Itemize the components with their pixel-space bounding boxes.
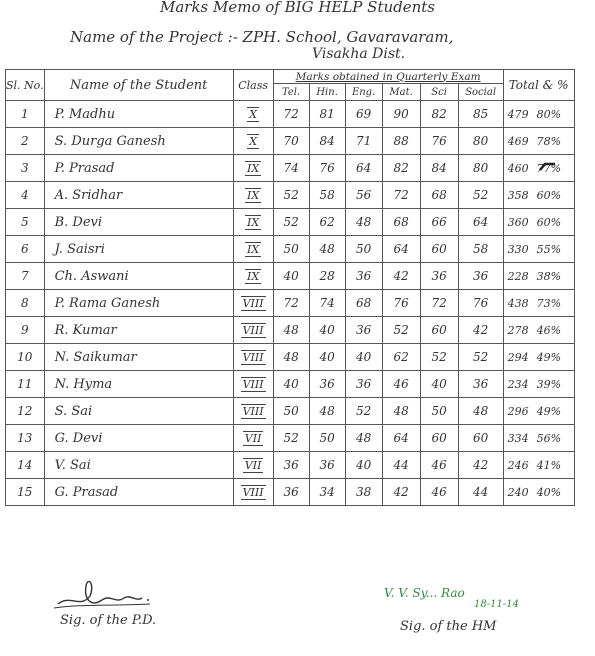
sl-no-cell: 14 bbox=[6, 452, 45, 479]
percentage-value: 77% bbox=[536, 161, 562, 175]
student-name-cell: B. Devi bbox=[44, 209, 233, 236]
mark-cell: 42 bbox=[458, 452, 503, 479]
mark-cell: 82 bbox=[420, 101, 458, 128]
mark-cell: 28 bbox=[309, 263, 345, 290]
mark-cell: 40 bbox=[273, 371, 309, 398]
student-name-cell: P. Prasad bbox=[44, 155, 233, 182]
class-value: IX bbox=[247, 269, 260, 283]
percentage-value: 40% bbox=[536, 485, 562, 499]
mark-cell: 64 bbox=[458, 209, 503, 236]
student-name-cell: J. Saisri bbox=[44, 236, 233, 263]
total-value: 469 bbox=[507, 134, 529, 148]
mark-cell: 84 bbox=[420, 155, 458, 182]
table-row bbox=[6, 317, 575, 344]
total-value: 278 bbox=[507, 323, 529, 337]
percentage-value: 39% bbox=[536, 377, 562, 391]
sl-no-cell: 4 bbox=[6, 182, 45, 209]
percentage-value: 56% bbox=[536, 431, 562, 445]
col-header-sl-no: Sl. No. bbox=[6, 70, 45, 101]
class-cell bbox=[233, 344, 273, 371]
mark-cell: 84 bbox=[309, 128, 345, 155]
mark-cell: 76 bbox=[458, 290, 503, 317]
mark-cell: 68 bbox=[382, 209, 420, 236]
mark-cell: 48 bbox=[273, 344, 309, 371]
mark-cell: 48 bbox=[309, 236, 345, 263]
mark-cell: 76 bbox=[382, 290, 420, 317]
mark-cell: 42 bbox=[382, 479, 420, 506]
mark-cell: 80 bbox=[458, 128, 503, 155]
class-value: IX bbox=[247, 188, 260, 202]
percentage-value: 46% bbox=[536, 323, 562, 337]
student-name-cell: R. Kumar bbox=[44, 317, 233, 344]
table-row bbox=[6, 209, 575, 236]
percentage-value: 80% bbox=[536, 107, 562, 121]
student-name-cell: S. Sai bbox=[44, 398, 233, 425]
student-name-cell: S. Durga Ganesh bbox=[44, 128, 233, 155]
table-row bbox=[6, 236, 575, 263]
mark-cell: 46 bbox=[382, 371, 420, 398]
total-cell bbox=[503, 317, 574, 344]
total-value: 228 bbox=[507, 269, 529, 283]
class-value: VII bbox=[244, 458, 262, 472]
total-value: 360 bbox=[507, 215, 529, 229]
memo-title: Marks Memo of BIG HELP Students bbox=[159, 0, 436, 16]
mark-cell: 52 bbox=[420, 344, 458, 371]
total-cell bbox=[503, 101, 574, 128]
sl-no-cell: 13 bbox=[6, 425, 45, 452]
sl-no-cell: 5 bbox=[6, 209, 45, 236]
total-cell bbox=[503, 263, 574, 290]
col-header-subject: Hin. bbox=[309, 84, 345, 101]
col-header-class: Class bbox=[233, 70, 273, 101]
col-header-subject: Social bbox=[458, 84, 503, 101]
total-value: 460 bbox=[507, 161, 529, 175]
table-row bbox=[6, 155, 575, 182]
sl-no-cell: 9 bbox=[6, 317, 45, 344]
mark-cell: 60 bbox=[420, 236, 458, 263]
mark-cell: 72 bbox=[273, 290, 309, 317]
mark-cell: 44 bbox=[458, 479, 503, 506]
mark-cell: 80 bbox=[458, 155, 503, 182]
mark-cell: 50 bbox=[273, 236, 309, 263]
mark-cell: 36 bbox=[309, 371, 345, 398]
total-cell bbox=[503, 209, 574, 236]
table-row bbox=[6, 425, 575, 452]
percentage-value: 60% bbox=[536, 215, 562, 229]
col-header-total: Total & % bbox=[503, 70, 574, 101]
col-header-name: Name of the Student bbox=[44, 70, 233, 101]
mark-cell: 68 bbox=[420, 182, 458, 209]
total-cell bbox=[503, 398, 574, 425]
student-name-cell: V. Sai bbox=[44, 452, 233, 479]
class-value: VIII bbox=[242, 323, 264, 337]
class-cell bbox=[233, 317, 273, 344]
mark-cell: 48 bbox=[309, 398, 345, 425]
total-value: 479 bbox=[507, 107, 529, 121]
mark-cell: 34 bbox=[309, 479, 345, 506]
mark-cell: 40 bbox=[273, 263, 309, 290]
mark-cell: 48 bbox=[382, 398, 420, 425]
mark-cell: 64 bbox=[382, 425, 420, 452]
percentage-value: 38% bbox=[536, 269, 562, 283]
total-cell bbox=[503, 452, 574, 479]
percentage-value: 49% bbox=[536, 404, 562, 418]
total-cell bbox=[503, 344, 574, 371]
sl-no-cell: 11 bbox=[6, 371, 45, 398]
total-value: 246 bbox=[507, 458, 529, 472]
mark-cell: 52 bbox=[273, 182, 309, 209]
mark-cell: 62 bbox=[309, 209, 345, 236]
total-cell bbox=[503, 371, 574, 398]
percentage-value: 41% bbox=[536, 458, 562, 472]
table-row bbox=[6, 479, 575, 506]
mark-cell: 40 bbox=[345, 344, 382, 371]
mark-cell: 36 bbox=[273, 479, 309, 506]
sl-no-cell: 8 bbox=[6, 290, 45, 317]
mark-cell: 50 bbox=[345, 236, 382, 263]
student-name-cell: P. Rama Ganesh bbox=[44, 290, 233, 317]
marks-table-body bbox=[6, 101, 575, 506]
mark-cell: 60 bbox=[458, 425, 503, 452]
total-cell bbox=[503, 128, 574, 155]
mark-cell: 64 bbox=[382, 236, 420, 263]
student-name-cell: A. Sridhar bbox=[44, 182, 233, 209]
mark-cell: 46 bbox=[420, 479, 458, 506]
col-header-marks-group: Marks obtained in Quarterly Exam bbox=[273, 70, 503, 84]
class-value: VII bbox=[244, 431, 262, 445]
mark-cell: 46 bbox=[420, 452, 458, 479]
percentage-value: 73% bbox=[536, 296, 562, 310]
class-cell bbox=[233, 479, 273, 506]
class-value: IX bbox=[247, 242, 260, 256]
mark-cell: 48 bbox=[345, 209, 382, 236]
pd-signature-label: Sig. of the P.D. bbox=[60, 613, 157, 628]
mark-cell: 69 bbox=[345, 101, 382, 128]
class-value: X bbox=[249, 134, 258, 148]
class-cell bbox=[233, 398, 273, 425]
mark-cell: 44 bbox=[382, 452, 420, 479]
total-cell bbox=[503, 182, 574, 209]
class-cell bbox=[233, 290, 273, 317]
total-value: 438 bbox=[507, 296, 529, 310]
mark-cell: 40 bbox=[420, 371, 458, 398]
col-header-subject: Sci bbox=[420, 84, 458, 101]
total-value: 234 bbox=[507, 377, 529, 391]
class-cell bbox=[233, 452, 273, 479]
mark-cell: 64 bbox=[345, 155, 382, 182]
mark-cell: 90 bbox=[382, 101, 420, 128]
sl-no-cell: 3 bbox=[6, 155, 45, 182]
sl-no-cell: 10 bbox=[6, 344, 45, 371]
mark-cell: 60 bbox=[420, 317, 458, 344]
sl-no-cell: 12 bbox=[6, 398, 45, 425]
hm-signature-label: Sig. of the HM bbox=[400, 619, 497, 634]
mark-cell: 66 bbox=[420, 209, 458, 236]
mark-cell: 40 bbox=[345, 452, 382, 479]
table-row bbox=[6, 398, 575, 425]
mark-cell: 50 bbox=[273, 398, 309, 425]
total-cell bbox=[503, 425, 574, 452]
hm-signature-date: 18-11-14 bbox=[474, 599, 519, 610]
student-name-cell: N. Hyma bbox=[44, 371, 233, 398]
class-value: VIII bbox=[242, 485, 264, 499]
correction-mark-icon bbox=[538, 160, 556, 172]
mark-cell: 76 bbox=[420, 128, 458, 155]
sl-no-cell: 7 bbox=[6, 263, 45, 290]
table-row bbox=[6, 263, 575, 290]
sl-no-cell: 6 bbox=[6, 236, 45, 263]
mark-cell: 36 bbox=[458, 371, 503, 398]
mark-cell: 74 bbox=[309, 290, 345, 317]
mark-cell: 88 bbox=[382, 128, 420, 155]
class-value: IX bbox=[247, 215, 260, 229]
col-header-subject: Eng. bbox=[345, 84, 382, 101]
class-cell bbox=[233, 263, 273, 290]
mark-cell: 48 bbox=[273, 317, 309, 344]
class-cell bbox=[233, 101, 273, 128]
class-cell bbox=[233, 155, 273, 182]
marks-table bbox=[5, 69, 575, 506]
total-cell bbox=[503, 479, 574, 506]
mark-cell: 72 bbox=[382, 182, 420, 209]
sl-no-cell: 15 bbox=[6, 479, 45, 506]
total-cell bbox=[503, 290, 574, 317]
mark-cell: 52 bbox=[458, 182, 503, 209]
mark-cell: 52 bbox=[273, 425, 309, 452]
mark-cell: 50 bbox=[309, 425, 345, 452]
class-value: IX bbox=[247, 161, 260, 175]
student-name-cell: G. Prasad bbox=[44, 479, 233, 506]
class-value: VIII bbox=[242, 377, 264, 391]
mark-cell: 74 bbox=[273, 155, 309, 182]
col-header-subject: Mat. bbox=[382, 84, 420, 101]
mark-cell: 76 bbox=[309, 155, 345, 182]
mark-cell: 56 bbox=[345, 182, 382, 209]
mark-cell: 40 bbox=[309, 317, 345, 344]
student-name-cell: P. Madhu bbox=[44, 101, 233, 128]
student-name-cell: N. Saikumar bbox=[44, 344, 233, 371]
student-name-cell: Ch. Aswani bbox=[44, 263, 233, 290]
mark-cell: 60 bbox=[420, 425, 458, 452]
class-cell bbox=[233, 182, 273, 209]
total-value: 240 bbox=[507, 485, 529, 499]
mark-cell: 38 bbox=[345, 479, 382, 506]
table-row bbox=[6, 182, 575, 209]
mark-cell: 81 bbox=[309, 101, 345, 128]
total-value: 358 bbox=[507, 188, 529, 202]
student-name-cell: G. Devi bbox=[44, 425, 233, 452]
mark-cell: 52 bbox=[345, 398, 382, 425]
mark-cell: 58 bbox=[458, 236, 503, 263]
mark-cell: 82 bbox=[382, 155, 420, 182]
mark-cell: 72 bbox=[420, 290, 458, 317]
table-row bbox=[6, 371, 575, 398]
mark-cell: 36 bbox=[458, 263, 503, 290]
mark-cell: 50 bbox=[420, 398, 458, 425]
sl-no-cell: 2 bbox=[6, 128, 45, 155]
class-value: X bbox=[249, 107, 258, 121]
mark-cell: 85 bbox=[458, 101, 503, 128]
class-cell bbox=[233, 236, 273, 263]
col-header-subject: Tel. bbox=[273, 84, 309, 101]
percentage-value: 55% bbox=[536, 242, 562, 256]
mark-cell: 48 bbox=[458, 398, 503, 425]
total-value: 294 bbox=[507, 350, 529, 364]
class-cell bbox=[233, 371, 273, 398]
mark-cell: 42 bbox=[382, 263, 420, 290]
total-cell bbox=[503, 236, 574, 263]
mark-cell: 68 bbox=[345, 290, 382, 317]
pd-signature-mark bbox=[50, 574, 160, 614]
total-value: 330 bbox=[507, 242, 529, 256]
mark-cell: 52 bbox=[273, 209, 309, 236]
table-row bbox=[6, 128, 575, 155]
mark-cell: 36 bbox=[273, 452, 309, 479]
mark-cell: 36 bbox=[345, 317, 382, 344]
mark-cell: 62 bbox=[382, 344, 420, 371]
mark-cell: 36 bbox=[345, 371, 382, 398]
mark-cell: 36 bbox=[420, 263, 458, 290]
table-row bbox=[6, 344, 575, 371]
mark-cell: 52 bbox=[458, 344, 503, 371]
mark-cell: 58 bbox=[309, 182, 345, 209]
district-line: Visakha Dist. bbox=[312, 46, 406, 62]
percentage-value: 49% bbox=[536, 350, 562, 364]
hm-signature-mark: V. V. Sy... Rao bbox=[384, 586, 465, 600]
class-cell bbox=[233, 209, 273, 236]
mark-cell: 42 bbox=[458, 317, 503, 344]
mark-cell: 71 bbox=[345, 128, 382, 155]
table-row bbox=[6, 290, 575, 317]
project-line: Name of the Project :- ZPH. School, Gavaravaram, bbox=[70, 28, 454, 46]
mark-cell: 70 bbox=[273, 128, 309, 155]
table-row bbox=[6, 101, 575, 128]
total-value: 296 bbox=[507, 404, 529, 418]
class-value: VIII bbox=[242, 404, 264, 418]
mark-cell: 52 bbox=[382, 317, 420, 344]
class-cell bbox=[233, 128, 273, 155]
class-value: VIII bbox=[242, 350, 264, 364]
percentage-value: 60% bbox=[536, 188, 562, 202]
percentage-value: 78% bbox=[536, 134, 562, 148]
mark-cell: 36 bbox=[345, 263, 382, 290]
mark-cell: 48 bbox=[345, 425, 382, 452]
class-cell bbox=[233, 425, 273, 452]
mark-cell: 36 bbox=[309, 452, 345, 479]
total-value: 334 bbox=[507, 431, 529, 445]
table-row bbox=[6, 452, 575, 479]
class-value: VIII bbox=[242, 296, 264, 310]
mark-cell: 40 bbox=[309, 344, 345, 371]
sl-no-cell: 1 bbox=[6, 101, 45, 128]
mark-cell: 72 bbox=[273, 101, 309, 128]
